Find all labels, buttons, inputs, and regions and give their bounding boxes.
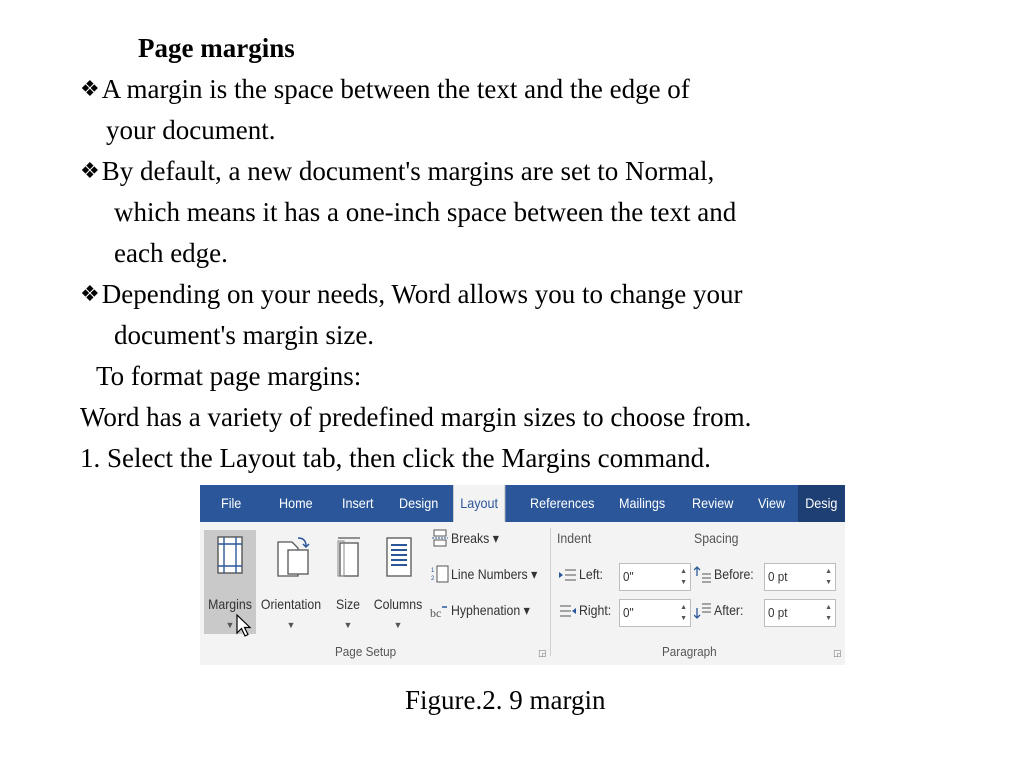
spacing-before-value: 0 pt [768, 569, 788, 584]
svg-text:bc: bc [430, 606, 442, 620]
bullet-2-line-2: which means it has a one-inch space between the text and [114, 197, 737, 227]
indent-left-icon [559, 568, 577, 582]
indent-left-stepper[interactable] [619, 563, 691, 591]
indent-left-label: Left: [579, 566, 603, 582]
spacing-after-value: 0 pt [768, 605, 788, 620]
chevron-down-icon: ▼ [393, 620, 403, 630]
indent-right-icon [559, 604, 577, 618]
orientation-button[interactable] [256, 530, 326, 634]
tab-design-contextual[interactable]: Desig [798, 485, 845, 522]
hyphenation-icon [429, 601, 449, 621]
size-icon [336, 536, 362, 578]
margins-icon [217, 536, 243, 574]
ribbon-screenshot [200, 485, 845, 665]
indent-heading: Indent [557, 530, 592, 546]
breaks-icon [431, 529, 449, 547]
tab-file[interactable]: File [221, 495, 242, 511]
margins-button[interactable] [204, 530, 256, 634]
tab-references[interactable]: References [530, 495, 595, 511]
spacing-after-stepper[interactable] [764, 599, 836, 627]
indent-right-value: 0" [623, 605, 634, 620]
bullet-3-line-2: document's margin size. [114, 320, 375, 350]
tab-home[interactable]: Home [279, 495, 313, 511]
tab-review[interactable]: Review [692, 495, 734, 511]
margins-label: Margins [208, 596, 252, 612]
size-button[interactable] [328, 530, 368, 634]
indent-left-value: 0" [623, 569, 634, 584]
spacing-before-icon [694, 566, 712, 584]
group-separator [550, 528, 551, 656]
dialog-launcher-icon[interactable]: ◲ [833, 648, 842, 658]
spacing-heading: Spacing [694, 530, 739, 546]
diamond-bullet-icon: ❖ [80, 158, 100, 183]
tab-insert[interactable]: Insert [342, 495, 374, 511]
line-numbers-label: Line Numbers ▾ [451, 566, 538, 582]
hyphenation-label: Hyphenation ▾ [451, 602, 530, 618]
bullet-1-line-2: your document. [106, 115, 276, 145]
step-1: 1. Select the Layout tab, then click the Margins command. [80, 443, 711, 473]
orientation-icon [276, 536, 310, 578]
bullet-2-line-3: each edge. [114, 238, 228, 268]
spacing-before-stepper[interactable] [764, 563, 836, 591]
tab-mailings[interactable]: Mailings [619, 495, 666, 511]
spin-arrows-icon[interactable]: ▲ ▼ [825, 568, 832, 586]
chevron-down-icon: ▼ [343, 620, 353, 630]
bullet-1-text: A margin is the space between the text and the edge of [101, 74, 690, 104]
paragraph-group-label: Paragraph [662, 644, 717, 659]
spin-arrows-icon[interactable]: ▲ ▼ [680, 568, 687, 586]
bullet-3-text: Depending on your needs, Word allows you to change your [101, 279, 743, 309]
ribbon-body [200, 522, 845, 665]
svg-text:1: 1 [431, 568, 435, 574]
line-numbers-icon [431, 565, 449, 583]
columns-icon [386, 536, 412, 578]
subheading: To format page margins: [96, 361, 362, 391]
indent-right-label: Right: [579, 602, 612, 618]
mouse-cursor-icon [236, 614, 252, 638]
spin-arrows-icon[interactable]: ▲ ▼ [825, 604, 832, 622]
tab-view[interactable]: View [758, 495, 786, 511]
columns-button[interactable] [370, 530, 426, 634]
ribbon-tab-bar [200, 485, 845, 522]
columns-label: Columns [373, 596, 423, 612]
spacing-after-icon [694, 602, 712, 620]
dialog-launcher-icon[interactable]: ◲ [538, 648, 547, 658]
orientation-label: Orientation [260, 596, 322, 612]
spacing-before-label: Before: [714, 566, 754, 582]
figure-caption: Figure.2. 9 margin [405, 685, 606, 715]
breaks-label: Breaks ▾ [451, 530, 499, 546]
paragraph-predefined: Word has a variety of predefined margin sizes to choose from. [80, 402, 752, 432]
svg-text:2: 2 [431, 576, 435, 582]
bullet-3-line-1 [80, 278, 742, 312]
bullet-2-text: By default, a new document's margins are set to Normal, [101, 156, 715, 186]
spin-arrows-icon[interactable]: ▲ ▼ [680, 604, 687, 622]
chevron-down-icon: ▼ [286, 620, 296, 630]
page-setup-group-label: Page Setup [335, 644, 397, 659]
tab-design[interactable]: Design [399, 495, 439, 511]
chevron-down-icon: ▼ [225, 620, 235, 630]
size-label: Size [336, 596, 360, 612]
indent-right-stepper[interactable] [619, 599, 691, 627]
diamond-bullet-icon: ❖ [80, 76, 100, 101]
bullet-1-line-1 [80, 73, 690, 107]
spacing-after-label: After: [714, 602, 744, 618]
page-title: Page margins [138, 33, 295, 63]
tab-layout[interactable]: Layout [453, 485, 505, 522]
diamond-bullet-icon: ❖ [80, 281, 100, 306]
bullet-2-line-1 [80, 155, 714, 189]
